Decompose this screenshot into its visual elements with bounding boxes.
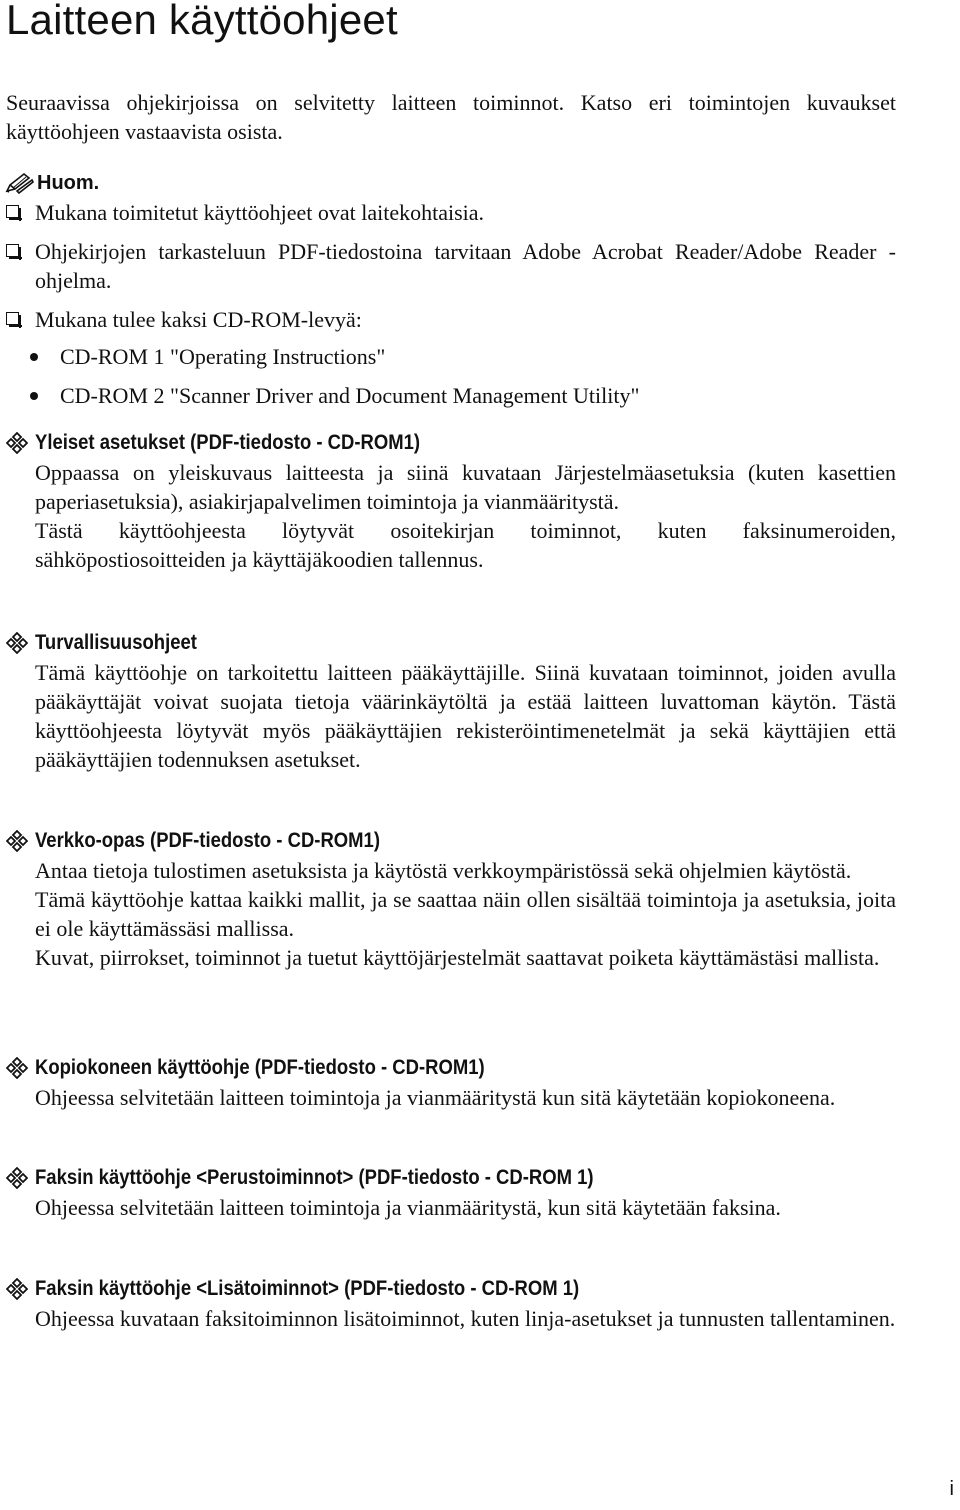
note-header: [4, 168, 99, 198]
section-body: [35, 1083, 896, 1112]
diamond-bullet-icon: [6, 632, 28, 654]
note-item: [6, 237, 896, 295]
bullet-text: CD-ROM 1 "Operating Instructions": [60, 344, 386, 369]
section-body: [35, 1304, 896, 1333]
bullet-dot-icon: [30, 353, 38, 361]
section-title: Yleiset asetukset (PDF-tiedosto - CD-ROM1): [35, 431, 421, 454]
section-faksin-perustoiminnot: [6, 1163, 896, 1222]
section-paragraph: Kuvat, piirrokset, toiminnot ja tuetut käyttöjärjestelmät saattavat poiketa käyttämästäsi mallista.: [35, 945, 880, 970]
section-faksin-lisatoiminnot: [6, 1274, 896, 1333]
checkbox-icon: [6, 205, 19, 218]
section-header: [6, 1163, 896, 1193]
section-paragraph: Ohjeessa kuvataan faksitoiminnon lisätoiminnot, kuten linja-asetukset ja tunnusten tallentaminen.: [35, 1306, 896, 1331]
intro-paragraph: Seuraavissa ohjekirjoissa on selvitetty laitteen toiminnot. Katso eri toimintojen kuvaukset käyttöohjeen vastaavista osista.: [6, 90, 896, 144]
section-verkko-opas: [6, 826, 896, 972]
pencil-icon: [4, 172, 34, 194]
section-body: [35, 658, 896, 774]
section-turvallisuusohjeet: [6, 628, 896, 774]
section-yleiset-asetukset: [6, 428, 896, 574]
diamond-bullet-icon: [6, 830, 28, 852]
section-paragraph: Ohjeessa selvitetään laitteen toimintoja ja vianmääritystä, kun sitä käytetään faksina.: [35, 1195, 781, 1220]
section-header: [6, 628, 896, 658]
section-kopiokoneen-kayttoohje: [6, 1053, 896, 1112]
section-header: [6, 1274, 896, 1304]
section-header: [6, 1053, 896, 1083]
section-paragraph: Oppaassa on yleiskuvaus laitteesta ja siinä kuvataan Järjestelmäasetuksia (kuten kasettien paperiasetuksia), asiakirjapalvelimen toimintoja ja vianmääritystä.: [35, 460, 896, 514]
diamond-bullet-icon: [6, 432, 28, 454]
diamond-bullet-icon: [6, 1278, 28, 1300]
section-header: [6, 826, 896, 856]
section-title: Faksin käyttöohje <Lisätoiminnot> (PDF-tiedosto - CD-ROM 1): [35, 1277, 580, 1300]
section-body: [35, 856, 896, 972]
checkbox-icon: [6, 244, 19, 257]
section-title: Verkko-opas (PDF-tiedosto - CD-ROM1): [35, 829, 380, 852]
section-paragraph: Tämä käyttöohje kattaa kaikki mallit, ja se saattaa näin ollen sisältää toimintoja ja asetuksia, joita ei ole käyttämässäsi mallissa.: [35, 887, 896, 941]
diamond-bullet-icon: [6, 1167, 28, 1189]
bullet-text: CD-ROM 2 "Scanner Driver and Document Management Utility": [60, 383, 640, 408]
note-item: [6, 198, 896, 227]
section-body: [35, 458, 896, 574]
page-title: Laitteen käyttöohjeet: [6, 0, 398, 43]
section-body: [35, 1193, 896, 1222]
checkbox-icon: [6, 312, 19, 325]
note-item-text: Mukana tulee kaksi CD-ROM-levyä:: [35, 307, 362, 332]
page-number: i: [949, 1478, 954, 1500]
diamond-bullet-icon: [6, 1057, 28, 1079]
section-title: Faksin käyttöohje <Perustoiminnot> (PDF-tiedosto - CD-ROM 1): [35, 1166, 594, 1189]
note-item-text: Mukana toimitetut käyttöohjeet ovat laitekohtaisia.: [35, 200, 485, 225]
note-label: Huom.: [37, 171, 100, 194]
section-paragraph: Ohjeessa selvitetään laitteen toimintoja ja vianmääritystä kun sitä käytetään kopiokoneena.: [35, 1085, 836, 1110]
bullet-item: [30, 381, 639, 410]
section-title: Turvallisuusohjeet: [35, 631, 197, 654]
section-header: [6, 428, 896, 458]
section-paragraph: Tämä käyttöohje on tarkoitettu laitteen pääkäyttäjille. Siinä kuvataan toiminnot, joiden avulla pääkäyttäjät voivat suojata tietoja väärinkäytöltä ja estää laitteen luvattoman käytön. Tästä käyttöohjeesta löytyvät myös pääkäyttäjien rekisteröintimenetelmät ja sekä käyttäjien että pääkäyttäjien todennuksen asetukset.: [35, 660, 896, 772]
bullet-dot-icon: [30, 392, 38, 400]
note-item-text: Ohjekirjojen tarkasteluun PDF-tiedostoina tarvitaan Adobe Acrobat Reader/Adobe Reader -ohjelma.: [35, 239, 896, 293]
note-item: [6, 305, 896, 334]
section-paragraph: Tästä käyttöohjeesta löytyvät osoitekirjan toiminnot, kuten faksinumeroiden, sähköpostiosoitteiden ja käyttäjäkoodien tallennus.: [35, 518, 896, 572]
bullet-item: [30, 342, 385, 371]
section-title: Kopiokoneen käyttöohje (PDF-tiedosto - CD-ROM1): [35, 1056, 485, 1079]
section-paragraph: Antaa tietoja tulostimen asetuksista ja käytöstä verkkoympäristössä sekä ohjelmien käytöstä.: [35, 858, 852, 883]
